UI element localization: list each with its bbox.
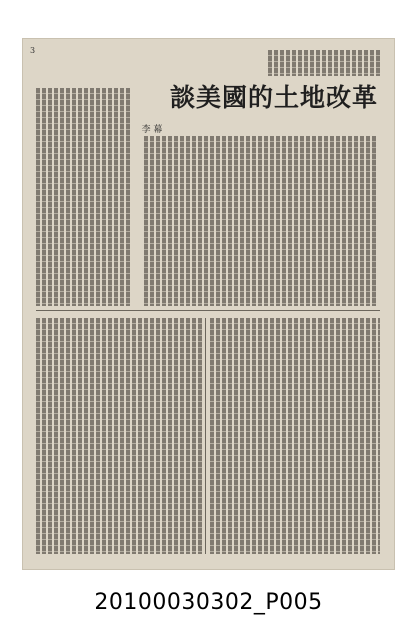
- text-column: [268, 50, 380, 76]
- text-column: [36, 88, 132, 306]
- article-title: 談美國的土地改革: [170, 83, 379, 112]
- text-column: [144, 136, 376, 306]
- text-column: [36, 318, 202, 554]
- image-caption: 20100030302_P005: [94, 590, 323, 615]
- author-name: 李 幕: [141, 125, 163, 135]
- page-number: 3: [30, 46, 36, 55]
- scanned-page: [22, 38, 395, 570]
- text-column: [210, 318, 380, 554]
- section-divider: [36, 310, 380, 311]
- column-divider: [205, 318, 206, 554]
